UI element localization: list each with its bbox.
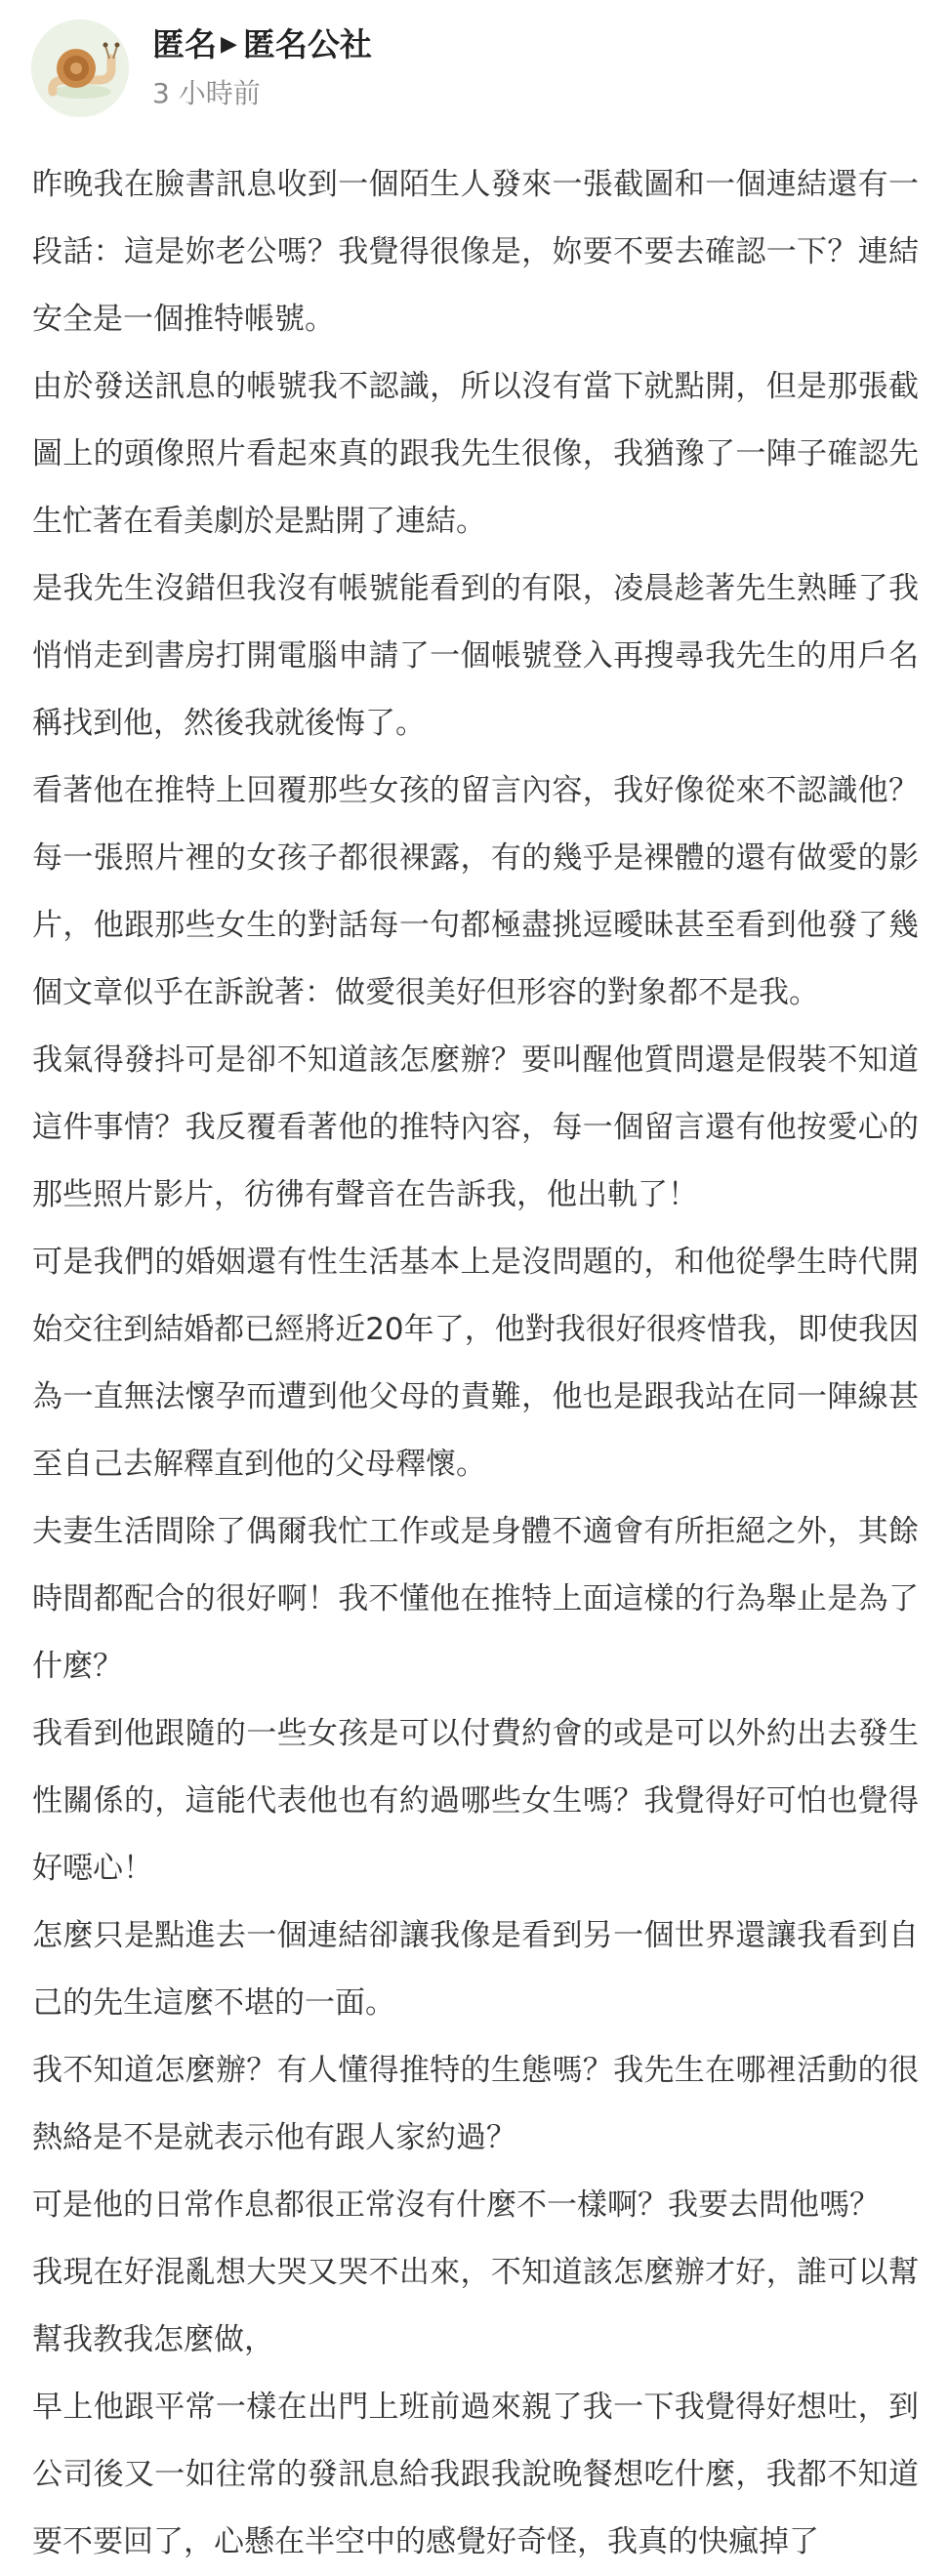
post-time: 3 小時前 [152,77,261,109]
post-paragraph: 由於發送訊息的帳號我不認識，所以沒有當下就點開，但是那張截圖上的頭像照片看起來真的跟我先生很像，我猶豫了一陣子確認先生忙著在看美劇於是點開了連結。 [32,369,919,539]
avatar[interactable] [31,20,129,117]
post-paragraph: 怎麼只是點進去一個連結卻讓我像是看到另一個世界還讓我看到自己的先生這麼不堪的一面。 [32,1918,919,2021]
post-body [32,151,919,2576]
post-paragraph: 我看到他跟隨的一些女孩是可以付費約會的或是可以外約出去發生性關係的，這能代表他也有約過哪些女生嗎？我覺得好可怕也覺得好噁心！ [32,1716,919,1886]
board-name[interactable]: 匿名公社 [242,25,372,63]
post-paragraph: 我不知道怎麼辦？有人懂得推特的生態嗎？我先生在哪裡活動的很熱絡是不是就表示他有跟人家約過？ [32,2053,919,2155]
post-paragraph: 早上他跟平常一樣在出門上班前過來親了我一下我覺得好想吐，到公司後又一如往常的發訊息給我跟我說晚餐想吃什麼，我都不知道要不要回了，心懸在半空中的感覺好奇怪，我真的快瘋掉了 [32,2390,919,2559]
post-paragraph: 我現在好混亂想大哭又哭不出來，不知道該怎麼辦才好，誰可以幫幫我教我怎麼做， [32,2255,919,2357]
breadcrumb [152,23,372,66]
post-paragraph: 可是他的日常作息都很正常沒有什麼不一樣啊？我要去問他嗎？ [32,2188,880,2223]
post-paragraph: 可是我們的婚姻還有性生活基本上是沒問題的，和他從學生時代開始交往到結婚都已經將近20年了，他對我很好很疼惜我，即使我因為一直無法懷孕而遭到他父母的責難，他也是跟我站在同一陣線甚至自己去解釋直到他的父母釋懷。 [32,1245,919,1482]
snail-icon [31,20,129,117]
post-paragraph: 看著他在推特上回覆那些女孩的留言內容，我好像從來不認識他？每一張照片裡的女孩子都很裸露，有的幾乎是裸體的還有做愛的影片，他跟那些女生的對話每一句都極盡挑逗曖昧甚至看到他發了幾個文章似乎在訴說著：做愛很美好但形容的對象都不是我。 [32,773,919,1010]
post-paragraph: 是我先生沒錯但我沒有帳號能看到的有限，凌晨趁著先生熟睡了我悄悄走到書房打開電腦申請了一個帳號登入再搜尋我先生的用戶名稱找到他，然後我就後悔了。 [32,571,919,741]
post-header [31,20,917,117]
post-paragraph: 昨晚我在臉書訊息收到一個陌生人發來一張截圖和一個連結還有一段話：這是妳老公嗎？我覺得很像是，妳要不要去確認一下？連結安全是一個推特帳號。 [32,167,919,337]
post-paragraph: 我氣得發抖可是卻不知道該怎麼辦？要叫醒他質問還是假裝不知道這件事情？我反覆看著他的推特內容，每一個留言還有他按愛心的那些照片影片，彷彿有聲音在告訴我，他出軌了！ [32,1043,919,1212]
post-paragraph: 夫妻生活間除了偶爾我忙工作或是身體不適會有所拒絕之外，其餘時間都配合的很好啊！我不懂他在推特上面這樣的行為舉止是為了什麼？ [32,1514,919,1684]
author-name[interactable]: 匿名 [152,25,217,63]
post-meta [152,23,372,113]
play-arrow-icon: ▶ [221,32,237,57]
